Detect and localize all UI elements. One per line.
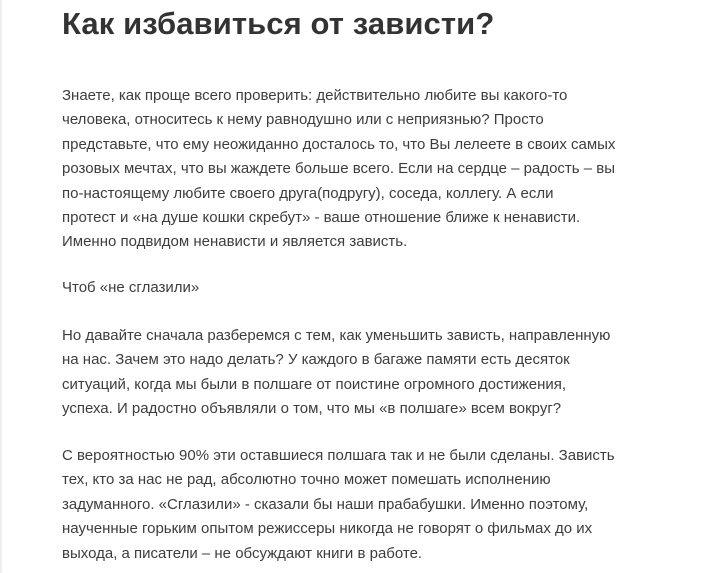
- text-line: розовых мечтах, что вы жаждете больше всего. Если на сердце – радость – вы: [62, 160, 616, 178]
- text-line: ситуаций, когда мы были в полшаге от поистине огромного достижения,: [62, 375, 567, 393]
- text-line: протест и «на душе кошки скребут» - ваше отношение ближе к ненависти.: [62, 209, 581, 227]
- paragraph-subheading: [62, 276, 662, 300]
- text-line: успеха. И радостно объявляли о том, что мы «в полшаге» всем вокруг?: [62, 400, 562, 418]
- paragraph-probability: [62, 444, 662, 566]
- text-line: Но давайте сначала разберемся с тем, как уменьшить зависть, направленную: [62, 327, 611, 344]
- text-line: Знаете, как проще всего проверить: действительно любите вы какого-то: [62, 87, 568, 104]
- text-line: Именно подвидом ненависти и является зависть.: [62, 233, 408, 251]
- page-left-edge: [0, 0, 3, 573]
- text-line: Чтоб «не сглазили»: [62, 279, 200, 296]
- text-line: человека, относитесь к нему равнодушно или с неприязнью? Просто: [62, 111, 544, 129]
- text-line: выхода, а писатели – не обсуждают книги в работе.: [62, 544, 423, 562]
- paragraph-intro: [62, 84, 662, 255]
- text-line: тех, кто за нас не рад, абсолютно точно может помешать исполнению: [62, 471, 551, 489]
- text-line: по-настоящему любите своего друга(подругу), соседа, коллегу. А если: [62, 184, 554, 202]
- text-line: представьте, что ему неожиданно досталось то, что Вы лелеете в своих самых: [62, 135, 616, 153]
- article: [62, 0, 662, 562]
- paragraph-envy-towards-us: [62, 324, 662, 422]
- text-line: С вероятностью 90% эти оставшиеся полшага так и не были сделаны. Зависть: [62, 447, 615, 464]
- article-title: Как избавиться от зависти?: [62, 6, 495, 41]
- text-line: наученные горьким опытом режиссеры никогда не говорят о фильмах до их: [62, 520, 593, 538]
- text-line: на нас. Зачем это надо делать? У каждого в багаже памяти есть десяток: [62, 351, 570, 369]
- text-line: задуманного. «Сглазили» - сказали бы наши прабабушки. Именно поэтому,: [62, 495, 589, 513]
